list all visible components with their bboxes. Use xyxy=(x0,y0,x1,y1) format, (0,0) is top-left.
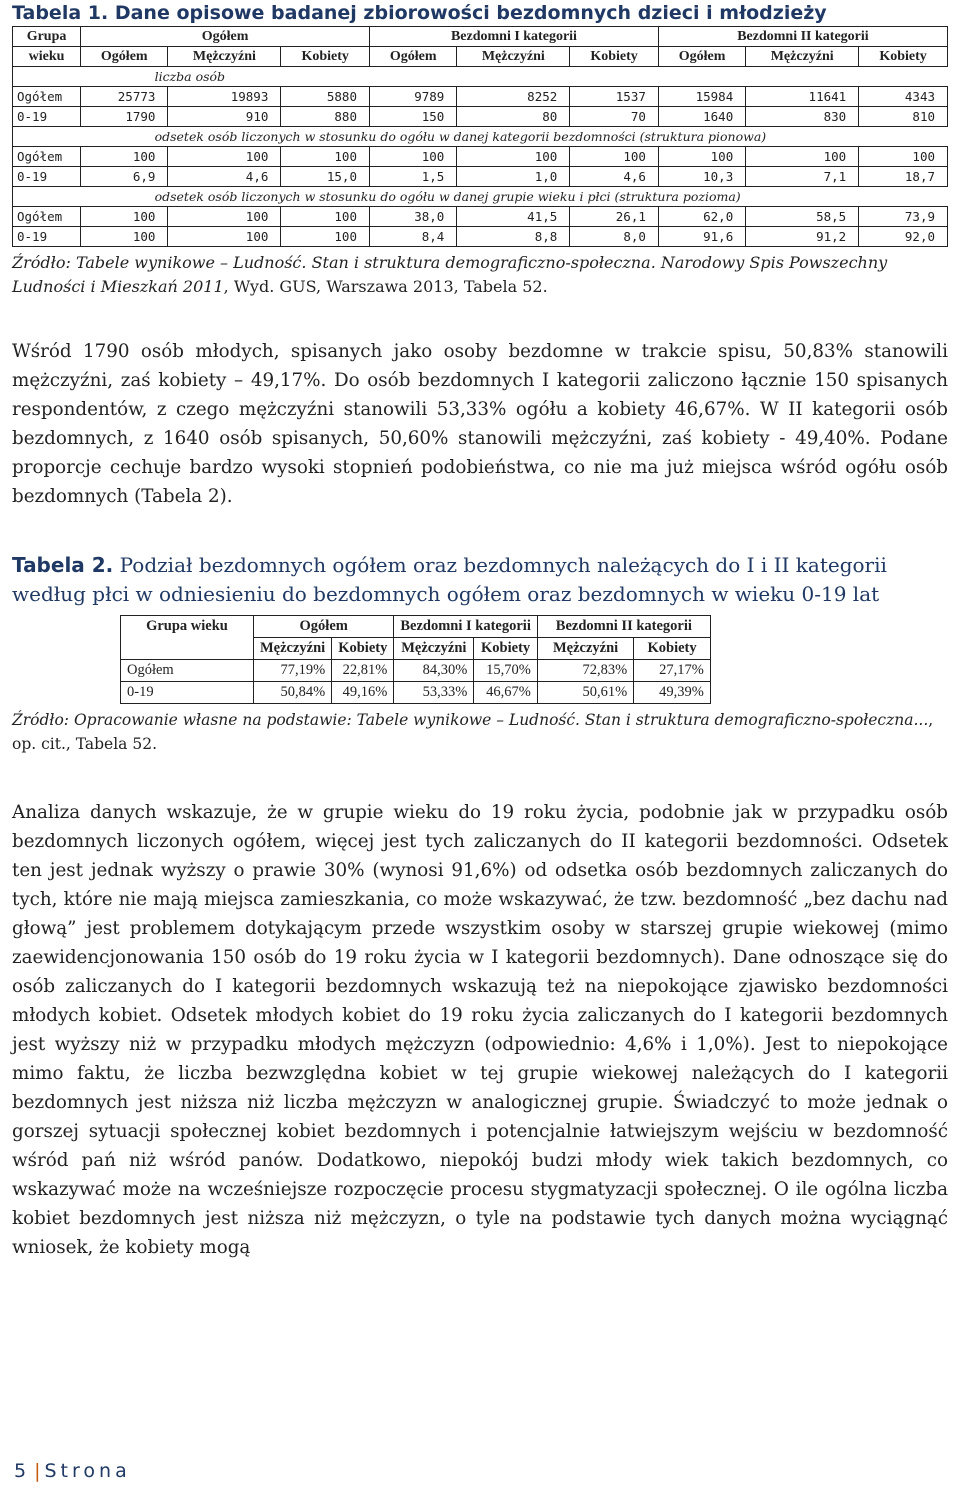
table-cell: 100 xyxy=(281,227,370,247)
t2-subheader: Kobiety xyxy=(332,638,394,660)
table-cell: 1,0 xyxy=(457,167,570,187)
table1-source: Źródło: Tabele wynikowe – Ludność. Stan i struktura demograficzno-społeczna. Narodowy Spis Powszechny Ludności i Mieszkań 2011, Wyd. GUS, Warszawa 2013, Tabela 52. xyxy=(12,253,888,296)
table-cell: 58,5 xyxy=(746,207,859,227)
t1-section-pozioma: odsetek osób liczonych w stosunku do ogółu w danej grupie wieku i płci (struktura pozioma) xyxy=(81,187,948,207)
table-cell: 91,2 xyxy=(746,227,859,247)
table-cell: 1537 xyxy=(570,87,659,107)
t1-subheader: Ogółem xyxy=(658,47,745,67)
table1 xyxy=(12,26,948,247)
table-cell: 8,8 xyxy=(457,227,570,247)
table2-caption xyxy=(12,551,948,609)
t1-section-pionowa: odsetek osób liczonych w stosunku do ogółu w danej kategorii bezdomności (struktura pionowa) xyxy=(81,127,948,147)
t1-sec3-left xyxy=(13,187,81,207)
table-cell: 11641 xyxy=(746,87,859,107)
table-row xyxy=(121,660,711,682)
t2-subheader: Kobiety xyxy=(474,638,538,660)
table-cell: 15984 xyxy=(658,87,745,107)
table-cell: 1640 xyxy=(658,107,745,127)
table-row xyxy=(13,167,948,187)
table-cell: 1,5 xyxy=(369,167,456,187)
table-row xyxy=(13,207,948,227)
table-row xyxy=(13,87,948,107)
t1-subheader: Kobiety xyxy=(570,47,659,67)
t1-subheader: Mężczyźni xyxy=(168,47,281,67)
table-cell: 70 xyxy=(570,107,659,127)
row-label: Ogółem xyxy=(13,207,81,227)
table2-source: Źródło: Opracowanie własne na podstawie: Tabele wynikowe – Ludność. Stan i struktura demograficzno-społeczna..., op. cit., Tabela 52. xyxy=(12,711,934,753)
table-cell: 80 xyxy=(457,107,570,127)
table-cell: 1790 xyxy=(81,107,168,127)
table-cell: 100 xyxy=(369,147,456,167)
row-label: Ogółem xyxy=(13,147,81,167)
row-label: Ogółem xyxy=(121,660,254,682)
table1-caption xyxy=(12,0,948,26)
row-label: 0-19 xyxy=(13,227,81,247)
table-cell: 50,61% xyxy=(537,682,633,704)
row-label: 0-19 xyxy=(13,167,81,187)
table-cell: 91,6 xyxy=(658,227,745,247)
table-cell: 41,5 xyxy=(457,207,570,227)
table1-title: Dane opisowe badanej zbiorowości bezdomnych dzieci i młodzieży xyxy=(114,2,827,24)
t1-subheader: Ogółem xyxy=(81,47,168,67)
table-cell: 880 xyxy=(281,107,370,127)
table-cell: 5880 xyxy=(281,87,370,107)
t1-sec1-left xyxy=(13,67,81,87)
table-cell: 100 xyxy=(81,207,168,227)
t2-subheader: Mężczyźni xyxy=(254,638,332,660)
table-cell: 15,0 xyxy=(281,167,370,187)
table-cell: 100 xyxy=(168,147,281,167)
t2-header-b1: Bezdomni I kategorii xyxy=(394,616,538,638)
table-cell: 4,6 xyxy=(570,167,659,187)
paragraph-2: Analiza danych wskazuje, że w grupie wieku do 19 roku życia, podobnie jak w przypadku osób bezdomnych liczonych ogółem, więcej jest tych zaliczanych do II kategorii bezdomności. Odsetek ten jest jednak wyższy o prawie 30% (wynosi 91,6%) od odsetka osób bezdomnych zaliczanych do tych, które nie mają miejsca zamieszkania, co może wskazywać, że tzw. bezdomność „bez dachu nad głową” jest problemem dotykającym przede wszystkim osoby w starszej grupie wiekowej (mimo zaewidencjonowania 150 osób do 19 roku życia w I kategorii bezdomnych). Dane odnoszące się do osób zaliczanych do I kategorii bezdomnych wskazują też na niepokojące zjawisko bezdomności młodych kobiet. Odsetek młodych kobiet do 19 roku życia zaliczanych do I kategorii bezdomnych jest wyższy niż w przypadku młodych mężczyzn (odpowiednio: 4,6% i 1,0%). Jest to niepokojące mimo faktu, że liczba bezwzględna kobiet w tej grupie wiekowej należących do I kategorii bezdomnych jest niższa niż liczba mężczyzn w analogicznej grupie. Świadczyć to może jednak o gorszej sytuacji społecznej kobiet bezdomnych i potencjalnie łatwiejszym wejściu w bezdomność wśród pań niż wśród panów. Dodatkowo, niepokój budzi młody wiek takich bezdomnych, co wskazywać może na wcześniejsze rozpoczęcie procesu stygmatyzacji społecznej. O ile ogólna liczba kobiet bezdomnych jest niższa niż mężczyzn, o tyle na podstawie tych danych można wyciągnąć wniosek, że kobiety mogą xyxy=(12,802,948,1258)
table-cell: 100 xyxy=(281,207,370,227)
table-cell: 25773 xyxy=(81,87,168,107)
t1-subheader: Kobiety xyxy=(859,47,948,67)
page-footer xyxy=(14,1460,131,1482)
t1-header-group2: wieku xyxy=(13,47,81,67)
table-cell: 8,4 xyxy=(369,227,456,247)
table2-label: Tabela 2. xyxy=(12,553,114,577)
table-cell: 100 xyxy=(168,227,281,247)
table-cell: 100 xyxy=(281,147,370,167)
t1-header-ogolem: Ogółem xyxy=(81,27,370,47)
table-cell: 4,6 xyxy=(168,167,281,187)
t2-header-group: Grupa wieku xyxy=(121,616,254,660)
table-cell: 27,17% xyxy=(634,660,711,682)
table-cell: 100 xyxy=(168,207,281,227)
table-cell: 18,7 xyxy=(859,167,948,187)
table-cell: 910 xyxy=(168,107,281,127)
table-cell: 100 xyxy=(570,147,659,167)
table-cell: 50,84% xyxy=(254,682,332,704)
table-cell: 100 xyxy=(457,147,570,167)
t1-subheader: Ogółem xyxy=(369,47,456,67)
table-cell: 10,3 xyxy=(658,167,745,187)
table-cell: 100 xyxy=(81,147,168,167)
table-cell: 9789 xyxy=(369,87,456,107)
table-cell: 49,39% xyxy=(634,682,711,704)
page-number: 5 xyxy=(14,1460,31,1482)
row-label: 0-19 xyxy=(13,107,81,127)
table1-label: Tabela 1. xyxy=(12,2,109,24)
page-content xyxy=(12,0,948,1262)
table-cell: 92,0 xyxy=(859,227,948,247)
row-label: Ogółem xyxy=(13,87,81,107)
table-cell: 77,19% xyxy=(254,660,332,682)
table-cell: 53,33% xyxy=(394,682,474,704)
t2-subheader: Kobiety xyxy=(634,638,711,660)
table-cell: 7,1 xyxy=(746,167,859,187)
footer-divider: | xyxy=(34,1460,41,1482)
t2-subheader: Mężczyźni xyxy=(394,638,474,660)
table-cell: 62,0 xyxy=(658,207,745,227)
table-cell: 19893 xyxy=(168,87,281,107)
t1-header-group: Grupa xyxy=(13,27,81,47)
table-cell: 22,81% xyxy=(332,660,394,682)
t2-header-b2: Bezdomni II kategorii xyxy=(537,616,710,638)
table-cell: 830 xyxy=(746,107,859,127)
table2 xyxy=(120,615,711,704)
table2-title: Podział bezdomnych ogółem oraz bezdomnych należących do I i II kategorii według płci w odniesieniu do bezdomnych ogółem oraz bezdomnych w wieku 0-19 lat xyxy=(12,553,887,606)
t2-header-ogolem: Ogółem xyxy=(254,616,394,638)
paragraph-1: Wśród 1790 osób młodych, spisanych jako osoby bezdomne w trakcie spisu, 50,83% stanowili mężczyźni, zaś kobiety – 49,17%. Do osób bezdomnych I kategorii zaliczono łącznie 150 spisanych respondentów, z czego mężczyźni stanowili 53,33% ogółu a kobiety 46,67%. W II kategorii osób bezdomnych, z 1640 osób spisanych, 50,60% stanowili mężczyźni, zaś kobiety - 49,40%. Podane proporcje cechuje bardzo wysoki stopnień podobieństwa, co nie ma już miejsca wśród ogółu osób bezdomnych (Tabela 2). xyxy=(12,341,948,507)
table-cell: 26,1 xyxy=(570,207,659,227)
t1-section-liczba: liczba osób xyxy=(81,67,948,87)
table-cell: 15,70% xyxy=(474,660,538,682)
t1-subheader: Mężczyźni xyxy=(746,47,859,67)
t1-header-b2: Bezdomni II kategorii xyxy=(658,27,947,47)
table-cell: 100 xyxy=(658,147,745,167)
table-cell: 8252 xyxy=(457,87,570,107)
table-cell: 72,83% xyxy=(537,660,633,682)
table-cell: 100 xyxy=(859,147,948,167)
t1-sec2-left xyxy=(13,127,81,147)
table-cell: 810 xyxy=(859,107,948,127)
table-cell: 84,30% xyxy=(394,660,474,682)
table-row xyxy=(13,147,948,167)
t1-subheader: Mężczyźni xyxy=(457,47,570,67)
table-row xyxy=(13,227,948,247)
t2-subheader: Mężczyźni xyxy=(537,638,633,660)
table-cell: 49,16% xyxy=(332,682,394,704)
table-cell: 46,67% xyxy=(474,682,538,704)
table-cell: 73,9 xyxy=(859,207,948,227)
t1-subheader: Kobiety xyxy=(281,47,370,67)
table-cell: 100 xyxy=(746,147,859,167)
table-cell: 150 xyxy=(369,107,456,127)
table-row xyxy=(121,682,711,704)
table-cell: 38,0 xyxy=(369,207,456,227)
table-cell: 6,9 xyxy=(81,167,168,187)
table-cell: 4343 xyxy=(859,87,948,107)
table-cell: 100 xyxy=(81,227,168,247)
table-cell: 8,0 xyxy=(570,227,659,247)
t1-header-b1: Bezdomni I kategorii xyxy=(369,27,658,47)
footer-word: Strona xyxy=(44,1460,131,1482)
row-label: 0-19 xyxy=(121,682,254,704)
table-row xyxy=(13,107,948,127)
